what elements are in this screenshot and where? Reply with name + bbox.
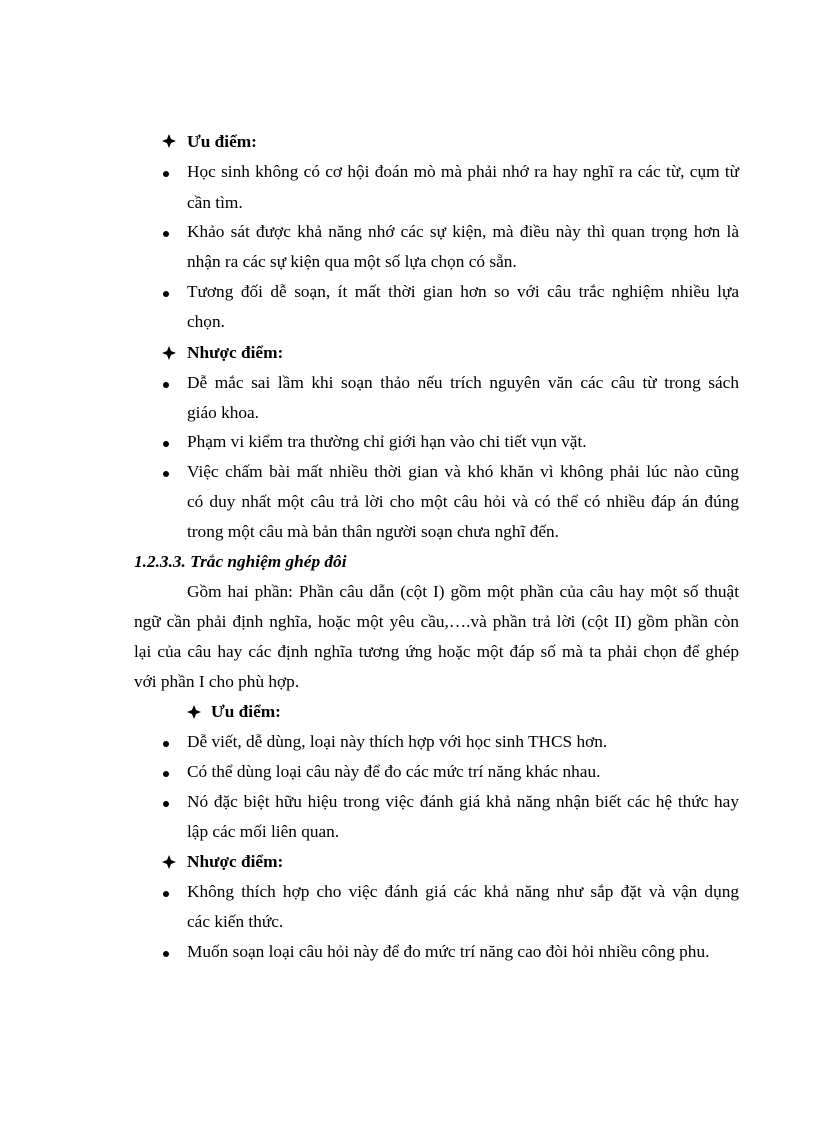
list-item-line: Phạm vi kiểm tra thường chỉ giới hạn vào chi tiết vụn vặt.: [187, 432, 587, 451]
paragraph-line: Gồm hai phần: Phần câu dẫn (cột I) gồm một phần của câu hay một số thuật: [187, 582, 739, 601]
list-item-line: Dễ mắc sai lầm khi soạn thảo nếu trích nguyên văn các câu từ trong sách: [187, 373, 739, 392]
bullet-icon: [163, 951, 169, 957]
list-item-line: các kiến thức.: [187, 912, 284, 931]
paragraph-line: lại của câu hay các định nghĩa tương ứng hoặc một đáp số mà ta phải chọn để ghép: [134, 642, 739, 661]
list-item-line: lập các mối liên quan.: [187, 822, 340, 841]
list-item-line: Có thể dùng loại câu này để đo các mức trí năng khác nhau.: [187, 762, 601, 781]
list-item-line: giáo khoa.: [187, 403, 259, 422]
list-item-line: Học sinh không có cơ hội đoán mò mà phải nhớ ra hay nghĩ ra các từ, cụm từ: [187, 162, 739, 181]
bullet-icon: [163, 801, 169, 807]
list-item-line: Không thích hợp cho việc đánh giá các khả năng như sắp đặt và vận dụng: [187, 882, 739, 901]
list-item-line: trong một câu mà bản thân người soạn chưa nghĩ đến.: [187, 522, 559, 541]
disadvantages-heading: Nhược điểm:: [187, 343, 284, 362]
diamond-bullet-icon: [187, 705, 201, 719]
list-item-line: cần tìm.: [187, 193, 243, 212]
list-item-line: có duy nhất một câu trả lời cho một câu hỏi và có thể có nhiều đáp án đúng: [187, 492, 739, 511]
bullet-icon: [163, 741, 169, 747]
bullet-icon: [163, 471, 169, 477]
list-item-line: Muốn soạn loại câu hỏi này để đo mức trí năng cao đòi hỏi nhiều công phu.: [187, 942, 710, 961]
list-item-line: Khảo sát được khả năng nhớ các sự kiện, mà điều này thì quan trọng hơn là: [187, 222, 739, 241]
bullet-icon: [163, 291, 169, 297]
advantages-heading: Ưu điểm:: [187, 132, 257, 151]
list-item-line: Nó đặc biệt hữu hiệu trong việc đánh giá khả năng nhận biết các hệ thức hay: [187, 792, 739, 811]
diamond-bullet-icon: [162, 134, 176, 148]
list-item-line: chọn.: [187, 312, 225, 331]
advantages-heading: Ưu điểm:: [211, 702, 281, 721]
diamond-bullet-icon: [162, 346, 176, 360]
paragraph-line: với phần I cho phù hợp.: [134, 672, 300, 691]
list-item-line: Dễ viết, dễ dùng, loại này thích hợp với học sinh THCS hơn.: [187, 732, 608, 751]
list-item-line: nhận ra các sự kiện qua một số lựa chọn có sẵn.: [187, 252, 517, 271]
bullet-icon: [163, 771, 169, 777]
section-heading: 1.2.3.3. Trắc nghiệm ghép đôi: [134, 552, 347, 571]
list-item-line: Tương đối dễ soạn, ít mất thời gian hơn so với câu trắc nghiệm nhiều lựa: [187, 282, 739, 301]
bullet-icon: [163, 171, 169, 177]
disadvantages-heading: Nhược điểm:: [187, 852, 284, 871]
diamond-bullet-icon: [162, 855, 176, 869]
bullet-icon: [163, 891, 169, 897]
list-item-line: Việc chấm bài mất nhiều thời gian và khó khăn vì không phải lúc nào cũng: [187, 462, 739, 481]
bullet-icon: [163, 441, 169, 447]
bullet-icon: [163, 382, 169, 388]
bullet-icon: [163, 231, 169, 237]
paragraph-line: ngữ cần phải định nghĩa, hoặc một yêu cầu,….và phần trả lời (cột II) gồm phần còn: [134, 612, 739, 631]
